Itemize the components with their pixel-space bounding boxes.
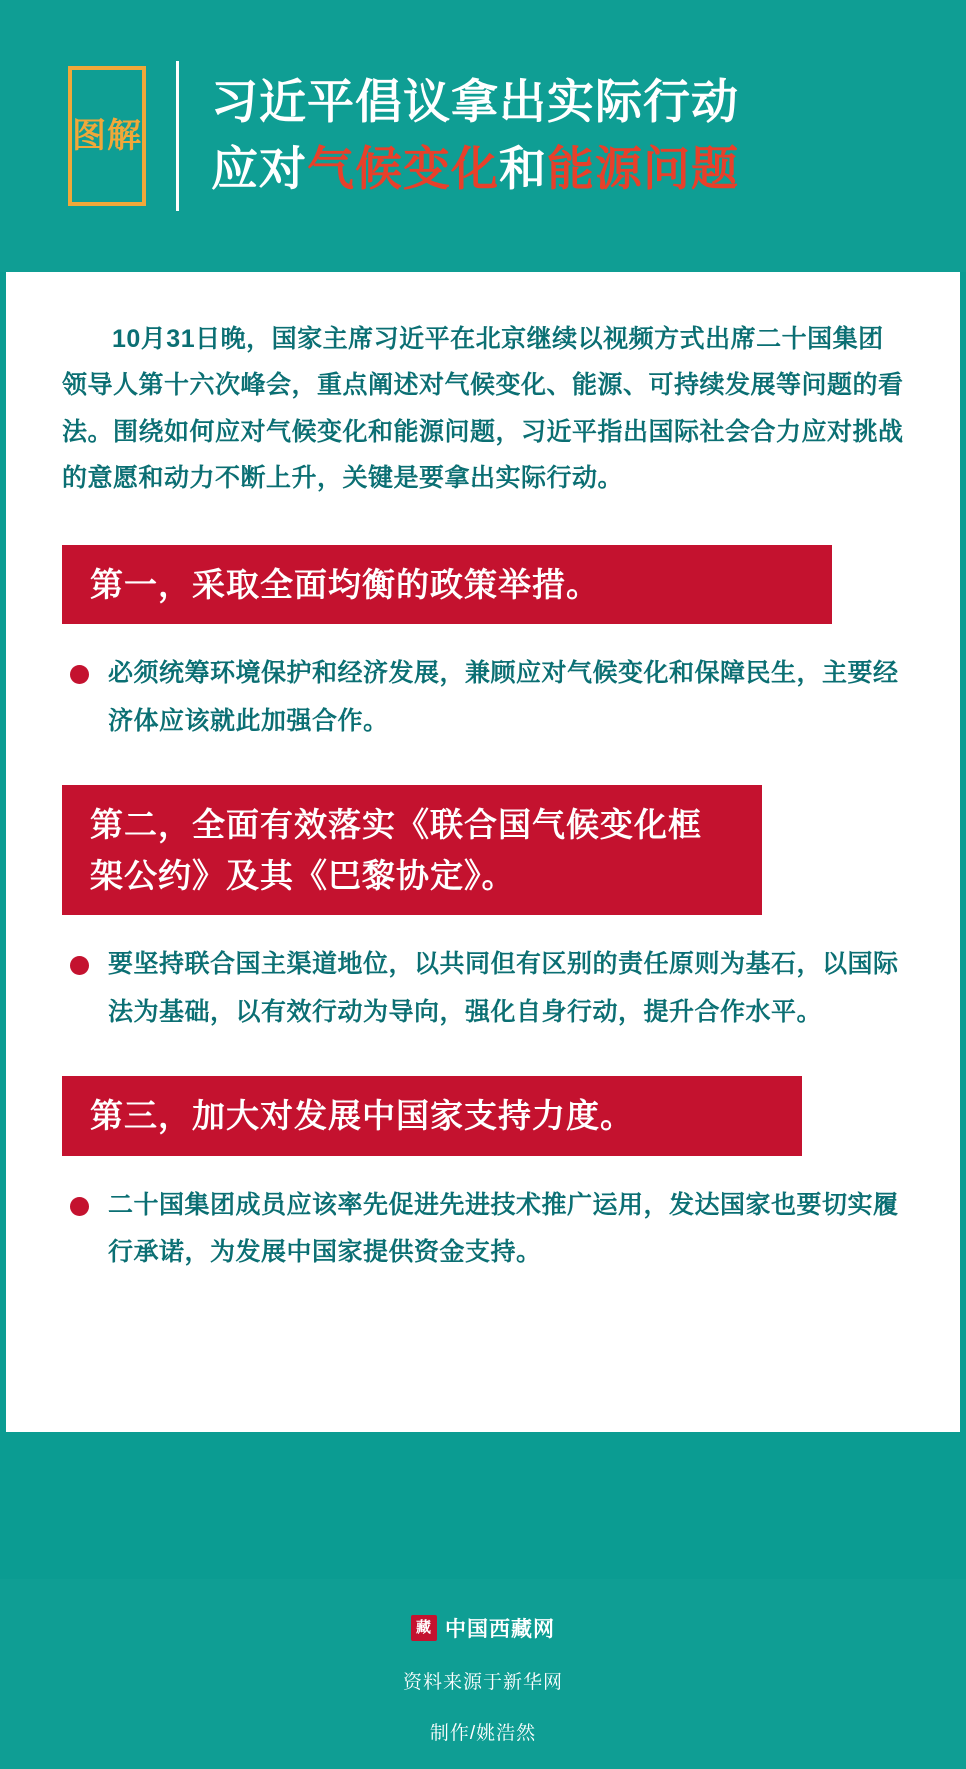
poster-content [6,272,960,1432]
bullet-dot-icon [70,665,89,684]
section-heading-3: 第三，加大对发展中国家支持力度。 [62,1076,802,1155]
footer-credit: 制作/姚浩然 [429,1723,537,1744]
poster-header [0,0,966,272]
badge-tujie: 图解 [68,66,146,206]
footer-source: 资料来源于新华网 [402,1672,563,1693]
header-divider [176,61,179,211]
section-bullet-3-text: 二十国集团成员应该率先促进先进技术推广运用，发达国家也要切实履行承诺，为发展中国家提供资金支持。 [108,1190,899,1267]
title-prefix: 应对 [211,142,307,195]
section-bullet-3 [62,1182,904,1277]
bullet-dot-icon [70,1197,89,1216]
brand-name: 中国西藏网 [445,1618,555,1641]
title-line-2 [211,136,739,203]
bullet-dot-icon [70,956,89,975]
footer-brand [0,1613,966,1643]
brand-logo-icon: 藏 [411,1615,437,1641]
title-highlight-2: 能源问题 [547,142,739,195]
section-heading-1: 第一，采取全面均衡的政策举措。 [62,545,832,624]
section-heading-2: 第二，全面有效落实《联合国气候变化框架公约》及其《巴黎协定》。 [62,785,762,915]
page-title [211,69,739,202]
section-bullet-1-text: 必须统筹环境保护和经济发展，兼顾应对气候变化和保障民生，主要经济体应该就此加强合作。 [108,659,899,735]
title-highlight-1: 气候变化 [307,142,499,195]
section-bullet-2 [62,941,904,1036]
section-bullet-1 [62,650,904,745]
section-bullet-2-text: 要坚持联合国主渠道地位，以共同但有区别的责任原则为基石，以国际法为基础，以有效行动为导向，强化自身行动，提升合作水平。 [108,950,899,1026]
title-line-1: 习近平倡议拿出实际行动 [211,75,739,129]
title-middle: 和 [499,142,547,195]
poster-footer [0,1579,966,1769]
lead-paragraph: 10月31日晚，国家主席习近平在北京继续以视频方式出席二十国集团领导人第十六次峰会，重点阐述对气候变化、能源、可持续发展等问题的看法。围绕如何应对气候变化和能源问题，习近平指出国际社会合力应对挑战的意愿和动力不断上升，关键是要拿出实际行动。 [62,325,904,492]
